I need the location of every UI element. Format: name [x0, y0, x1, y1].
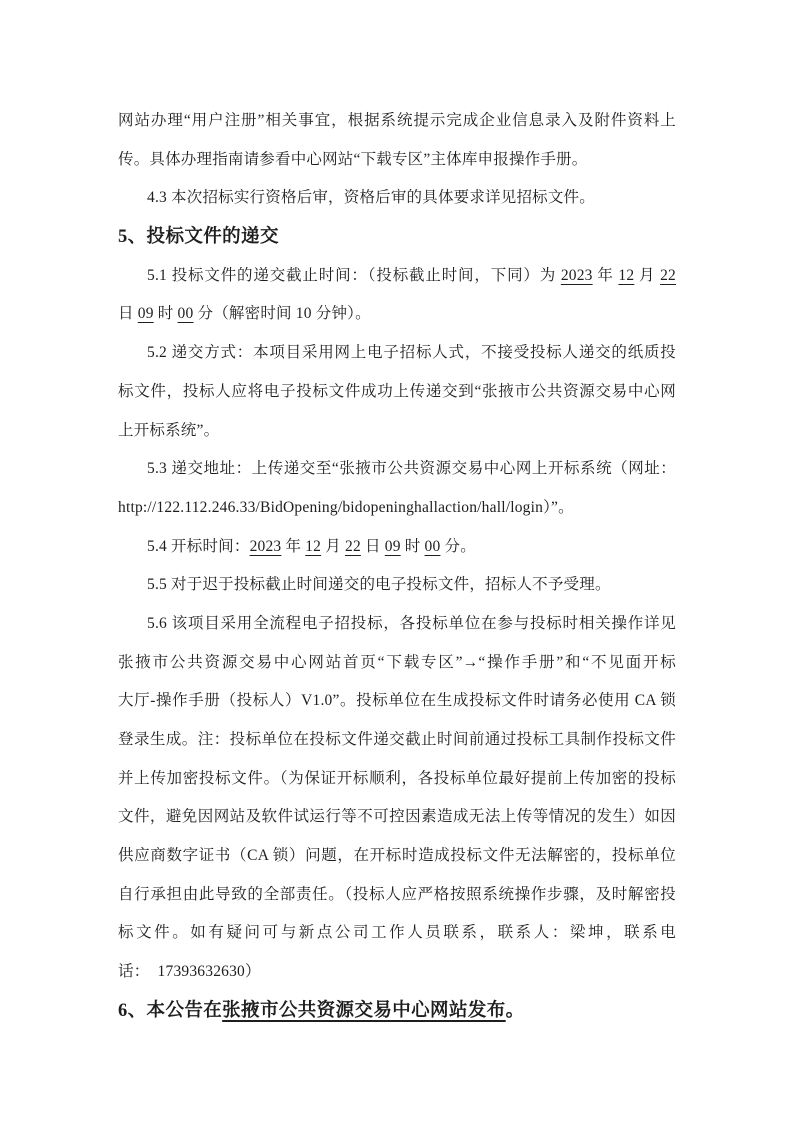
text-line-12 — [118, 528, 676, 567]
text-run: 自行承担由此导致的全部责任。（投标人应严格按照系统操作步骤，及时解密投 — [118, 885, 676, 903]
text-run: 文件，避免因网站及软件试运行等不可控因素造成无法上传等情况的发生）如因 — [118, 808, 676, 826]
text-run: 上开标系统”。 — [118, 421, 220, 439]
text-line-3 — [118, 179, 676, 218]
text-line-11 — [118, 489, 676, 528]
text-line-8 — [118, 373, 676, 412]
document-body — [118, 102, 676, 1031]
text-line-22 — [118, 914, 676, 953]
text-run: 并上传加密投标文件。（为保证开标顺利，各投标单位最好提前上传加密的投标 — [118, 769, 676, 787]
text-run: 年 — [592, 266, 619, 284]
text-line-16 — [118, 682, 676, 721]
text-line-20 — [118, 837, 676, 876]
section-heading-line-4 — [118, 218, 676, 257]
text-run: 大厅-操作手册（投标人）V1.0”。投标单位在生成投标文件时请务必使用 CA 锁 — [118, 692, 676, 710]
text-run: 话： 17393632630） — [118, 963, 261, 981]
text-line-17 — [118, 721, 676, 760]
underlined-text: 09 — [137, 305, 154, 323]
text-line-21 — [118, 876, 676, 915]
text-run: 6、本公告在 — [118, 1000, 223, 1021]
text-run: 时 — [153, 305, 178, 323]
text-line-7 — [118, 334, 676, 373]
text-run: 登录生成。注：投标单位在投标文件递交截止时间前通过投标工具制作投标文件 — [118, 731, 676, 748]
text-run: 张掖市公共资源交易中心网站首页“下载专区”→“操作手册”和“不见面开标 — [118, 653, 676, 671]
text-run: 分（解密时间 10 分钟）。 — [193, 305, 371, 323]
text-run: 分。 — [440, 537, 476, 555]
text-run: 月 — [321, 537, 345, 555]
text-run: 5.2 递交方式：本项目采用网上电子招标人式，不接受投标人递交的纸质投 — [147, 344, 676, 362]
text-line-13 — [118, 566, 676, 605]
underlined-text: 2023 — [249, 537, 282, 555]
text-line-15 — [118, 644, 676, 683]
text-run: 供应商数字证书（CA 锁）问题，在开标时造成投标文件无法解密的，投标单位 — [118, 847, 676, 865]
text-run: 5.6 该项目采用全流程电子招投标，各投标单位在参与投标时相关操作详见 — [147, 614, 676, 632]
section-heading-line-24 — [118, 992, 676, 1031]
text-run: 网站办理“用户注册”相关事宜，根据系统提示完成企业信息录入及附件资料上 — [118, 112, 676, 129]
text-run: 日 — [360, 537, 385, 555]
text-line-1 — [118, 102, 676, 141]
underlined-text: 00 — [424, 537, 441, 555]
underlined-text: 2023 — [560, 266, 593, 284]
text-line-2 — [118, 141, 676, 180]
text-run: 标文件，投标人应将电子投标文件成功上传递交到“张掖市公共资源交易中心网 — [118, 382, 676, 400]
text-line-9 — [118, 412, 676, 451]
underlined-text: 12 — [305, 537, 322, 555]
text-run: 5.3 递交地址：上传递交至“张掖市公共资源交易中心网上开标系统（网址： — [147, 460, 676, 478]
text-run: 。 — [505, 1000, 525, 1021]
text-line-18 — [118, 760, 676, 799]
underlined-text: 张掖市公共资源交易中心网站发布 — [222, 1000, 506, 1021]
text-run: 时 — [400, 537, 425, 555]
text-run: 5.5 对于迟于投标截止时间递交的电子投标文件，招标人不予受理。 — [147, 576, 611, 594]
underlined-text: 00 — [177, 305, 194, 323]
text-run: http://122.112.246.33/BidOpening/bidopeninghallaction/hall/login）”。 — [118, 498, 574, 516]
text-run: 5.4 开标时间： — [147, 537, 250, 555]
text-run: 5、投标文件的递交 — [118, 227, 279, 248]
text-line-10 — [118, 450, 676, 489]
text-run: 年 — [281, 537, 306, 555]
text-run: 月 — [634, 266, 661, 284]
underlined-text: 22 — [345, 537, 361, 555]
text-run: 4.3 本次招标实行资格后审，资格后审的具体要求详见招标文件。 — [147, 189, 595, 207]
underlined-text: 22 — [660, 266, 676, 284]
text-run: 标文件。如有疑问可与新点公司工作人员联系，联系人：梁坤，联系电 — [118, 924, 676, 942]
text-line-19 — [118, 798, 676, 837]
text-line-14 — [118, 605, 676, 644]
text-line-23 — [118, 953, 676, 992]
text-line-5 — [118, 257, 676, 296]
text-run: 传。具体办理指南请参看中心网站“下载专区”主体库申报操作手册。 — [118, 150, 588, 168]
underlined-text: 12 — [618, 266, 635, 284]
text-run: 5.1 投标文件的递交截止时间：（投标截止时间，下同）为 — [147, 266, 561, 284]
text-run: 日 — [118, 305, 138, 323]
text-line-6 — [118, 295, 676, 334]
underlined-text: 09 — [384, 537, 401, 555]
